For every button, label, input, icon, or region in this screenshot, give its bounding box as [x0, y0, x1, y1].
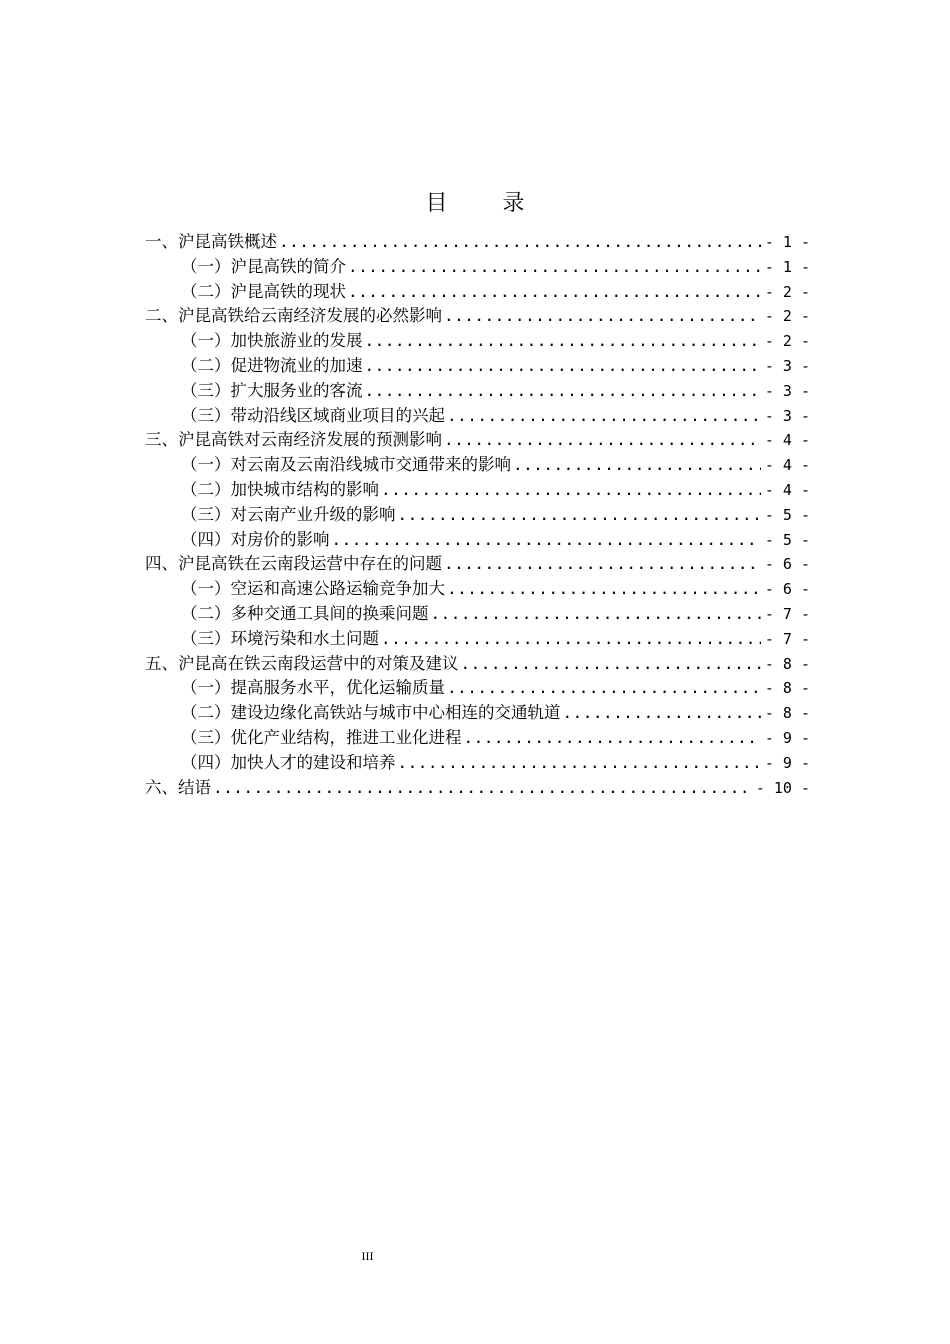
- toc-entry[interactable]: [145, 699, 810, 724]
- toc-list: [145, 228, 810, 798]
- toc-entry[interactable]: [145, 674, 810, 699]
- toc-entry[interactable]: [145, 501, 810, 526]
- toc-entry-page: - 4 -: [764, 431, 810, 450]
- toc-entry-page: - 7 -: [764, 629, 810, 648]
- toc-entry-page: - 6 -: [764, 555, 810, 574]
- toc-entry[interactable]: [145, 327, 810, 352]
- toc-entry-text: （二）建设边缘化高铁站与城市中心相连的交通轨道: [181, 703, 561, 723]
- toc-leader-dots: [429, 604, 761, 623]
- toc-leader-dots: [396, 753, 761, 772]
- toc-entry[interactable]: [145, 352, 810, 377]
- toc-entry-text: 三、沪昆高铁对云南经济发展的预测影响: [145, 430, 442, 450]
- toc-entry-text: 五、沪昆高在铁云南段运营中的对策及建议: [145, 653, 459, 673]
- toc-entry-page: - 8 -: [764, 679, 810, 698]
- toc-entry-page: - 3 -: [764, 406, 810, 425]
- toc-entry-page: - 6 -: [764, 580, 810, 599]
- toc-leader-dots: [346, 282, 761, 301]
- toc-entry-text: （一）提高服务水平，优化运输质量: [181, 678, 445, 698]
- toc-entry-text: （三）扩大服务业的客流: [181, 380, 363, 400]
- toc-entry-text: 一、沪昆高铁概述: [145, 232, 277, 251]
- toc-entry-page: - 3 -: [764, 356, 810, 375]
- toc-entry-page: - 2 -: [764, 332, 810, 351]
- toc-entry[interactable]: [145, 526, 810, 551]
- toc-leader-dots: [379, 629, 761, 648]
- toc-entry-text: （三）环境污染和水土问题: [181, 628, 379, 648]
- toc-leader-dots: [379, 480, 761, 499]
- toc-entry-text: （二）促进物流业的加速: [181, 355, 363, 375]
- toc-entry-text: （一）加快旅游业的发展: [181, 331, 363, 351]
- toc-entry-text: （三）优化产业结构，推进工业化进程: [181, 727, 462, 747]
- toc-entry-page: - 1 -: [764, 257, 810, 276]
- toc-leader-dots: [363, 356, 761, 375]
- toc-leader-dots: [561, 703, 761, 722]
- toc-entry[interactable]: [145, 600, 810, 625]
- toc-leader-dots: [445, 406, 761, 425]
- toc-entry-text: （一）空运和高速公路运输竞争加大: [181, 579, 445, 599]
- toc-entry-text: （四）加快人才的建设和培养: [181, 752, 396, 772]
- toc-leader-dots: [363, 381, 761, 400]
- toc-entry-text: （二）加快城市结构的影响: [181, 479, 379, 499]
- toc-entry[interactable]: [145, 426, 810, 451]
- toc-entry[interactable]: [145, 550, 810, 575]
- toc-entry[interactable]: [145, 476, 810, 501]
- toc-entry-text: （二）多种交通工具间的换乘问题: [181, 603, 429, 623]
- toc-entry-page: - 5 -: [764, 530, 810, 549]
- toc-entry-page: - 1 -: [764, 233, 810, 251]
- toc-entry-text: 六、结语: [145, 777, 211, 797]
- toc-entry[interactable]: [145, 749, 810, 774]
- toc-leader-dots: [211, 778, 752, 797]
- toc-entry[interactable]: [145, 278, 810, 303]
- toc-leader-dots: [442, 430, 761, 449]
- toc-entry-page: - 4 -: [764, 456, 810, 475]
- toc-leader-dots: [346, 257, 761, 276]
- toc-entry-page: - 5 -: [764, 505, 810, 524]
- toc-entry-text: （一）沪昆高铁的简介: [181, 256, 346, 276]
- toc-entry-page: - 2 -: [764, 282, 810, 301]
- toc-leader-dots: [277, 232, 761, 251]
- toc-entry-page: - 2 -: [764, 307, 810, 326]
- toc-leader-dots: [330, 530, 761, 549]
- toc-entry-text: （三）对云南产业升级的影响: [181, 504, 396, 524]
- toc-entry[interactable]: [145, 650, 810, 675]
- toc-entry-text: 二、沪昆高铁给云南经济发展的必然影响: [145, 306, 442, 326]
- toc-title: 目 录: [425, 191, 549, 216]
- toc-leader-dots: [442, 554, 761, 573]
- toc-leader-dots: [363, 331, 761, 350]
- toc-entry[interactable]: [145, 625, 810, 650]
- toc-entry-page: - 9 -: [764, 753, 810, 772]
- toc-leader-dots: [442, 306, 761, 325]
- toc-leader-dots: [445, 678, 761, 697]
- toc-leader-dots: [511, 455, 761, 474]
- toc-entry-text: （四）对房价的影响: [181, 529, 330, 549]
- toc-entry-page: - 3 -: [764, 381, 810, 400]
- toc-entry-text: （一）对云南及云南沿线城市交通带来的影响: [181, 455, 511, 475]
- toc-entry[interactable]: [145, 402, 810, 427]
- toc-leader-dots: [445, 579, 761, 598]
- toc-entry-page: - 7 -: [764, 604, 810, 623]
- page-number: III: [361, 1249, 374, 1263]
- toc-leader-dots: [459, 654, 761, 673]
- toc-entry-page: - 4 -: [764, 480, 810, 499]
- toc-leader-dots: [396, 505, 761, 524]
- toc-entry-page: - 8 -: [764, 704, 810, 723]
- toc-entry-page: - 9 -: [764, 728, 810, 747]
- toc-entry[interactable]: [145, 451, 810, 476]
- toc-entry-text: （三）带动沿线区域商业项目的兴起: [181, 405, 445, 425]
- toc-entry[interactable]: [145, 724, 810, 749]
- toc-entry[interactable]: [145, 253, 810, 278]
- toc-entry[interactable]: [145, 575, 810, 600]
- toc-entry-page: - 8 -: [764, 654, 810, 673]
- toc-entry[interactable]: [145, 377, 810, 402]
- toc-leader-dots: [462, 728, 761, 747]
- toc-entry[interactable]: [145, 302, 810, 327]
- toc-entry[interactable]: [145, 228, 810, 253]
- toc-entry-page: - 10 -: [755, 778, 810, 797]
- toc-entry-text: 四、沪昆高铁在云南段运营中存在的问题: [145, 554, 442, 574]
- toc-entry[interactable]: [145, 774, 810, 799]
- toc-entry-text: （二）沪昆高铁的现状: [181, 281, 346, 301]
